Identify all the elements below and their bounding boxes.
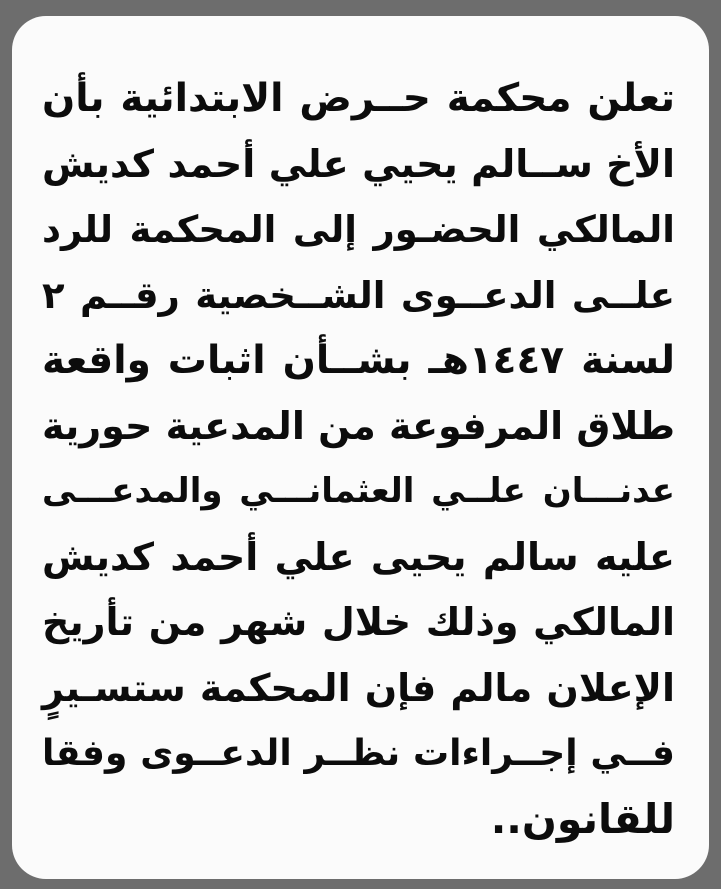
notice-text (42, 66, 675, 852)
notice-line-5: لسنة ١٤٤٧هـ بشــأن اثبات واقعة (42, 338, 675, 383)
notice-line-2: الأخ ســالم يحيي علي أحمد كديش (42, 141, 675, 186)
notice-line-3: المالكي الحضـور إلى المحكمة للرد (42, 208, 675, 251)
notice-card (12, 16, 709, 879)
notice-line-4: علــى الدعــوى الشــخصية رقــم ٢ (42, 273, 675, 317)
notice-line-12: للقانون.. (490, 794, 675, 843)
notice-line-1: تعلن محكمة حــرض الابتدائية بأن (42, 76, 675, 121)
notice-line-11: فــي إجــراءات نظــر الدعــوى وفقا (42, 733, 675, 774)
notice-line-10: الإعلان مالم فإن المحكمة ستسـيرٍ (42, 665, 675, 710)
notice-line-8: عليه سالم يحيى علي أحمد كديش (42, 534, 675, 579)
notice-line-9: المالكي وذلك خلال شهر من تأريخ (42, 600, 675, 644)
notice-line-6: طلاق المرفوعة من المدعية حورية (41, 403, 675, 448)
notice-line-7: عدنـــان علــي العثمانـــي والمدعـــى (42, 471, 675, 511)
